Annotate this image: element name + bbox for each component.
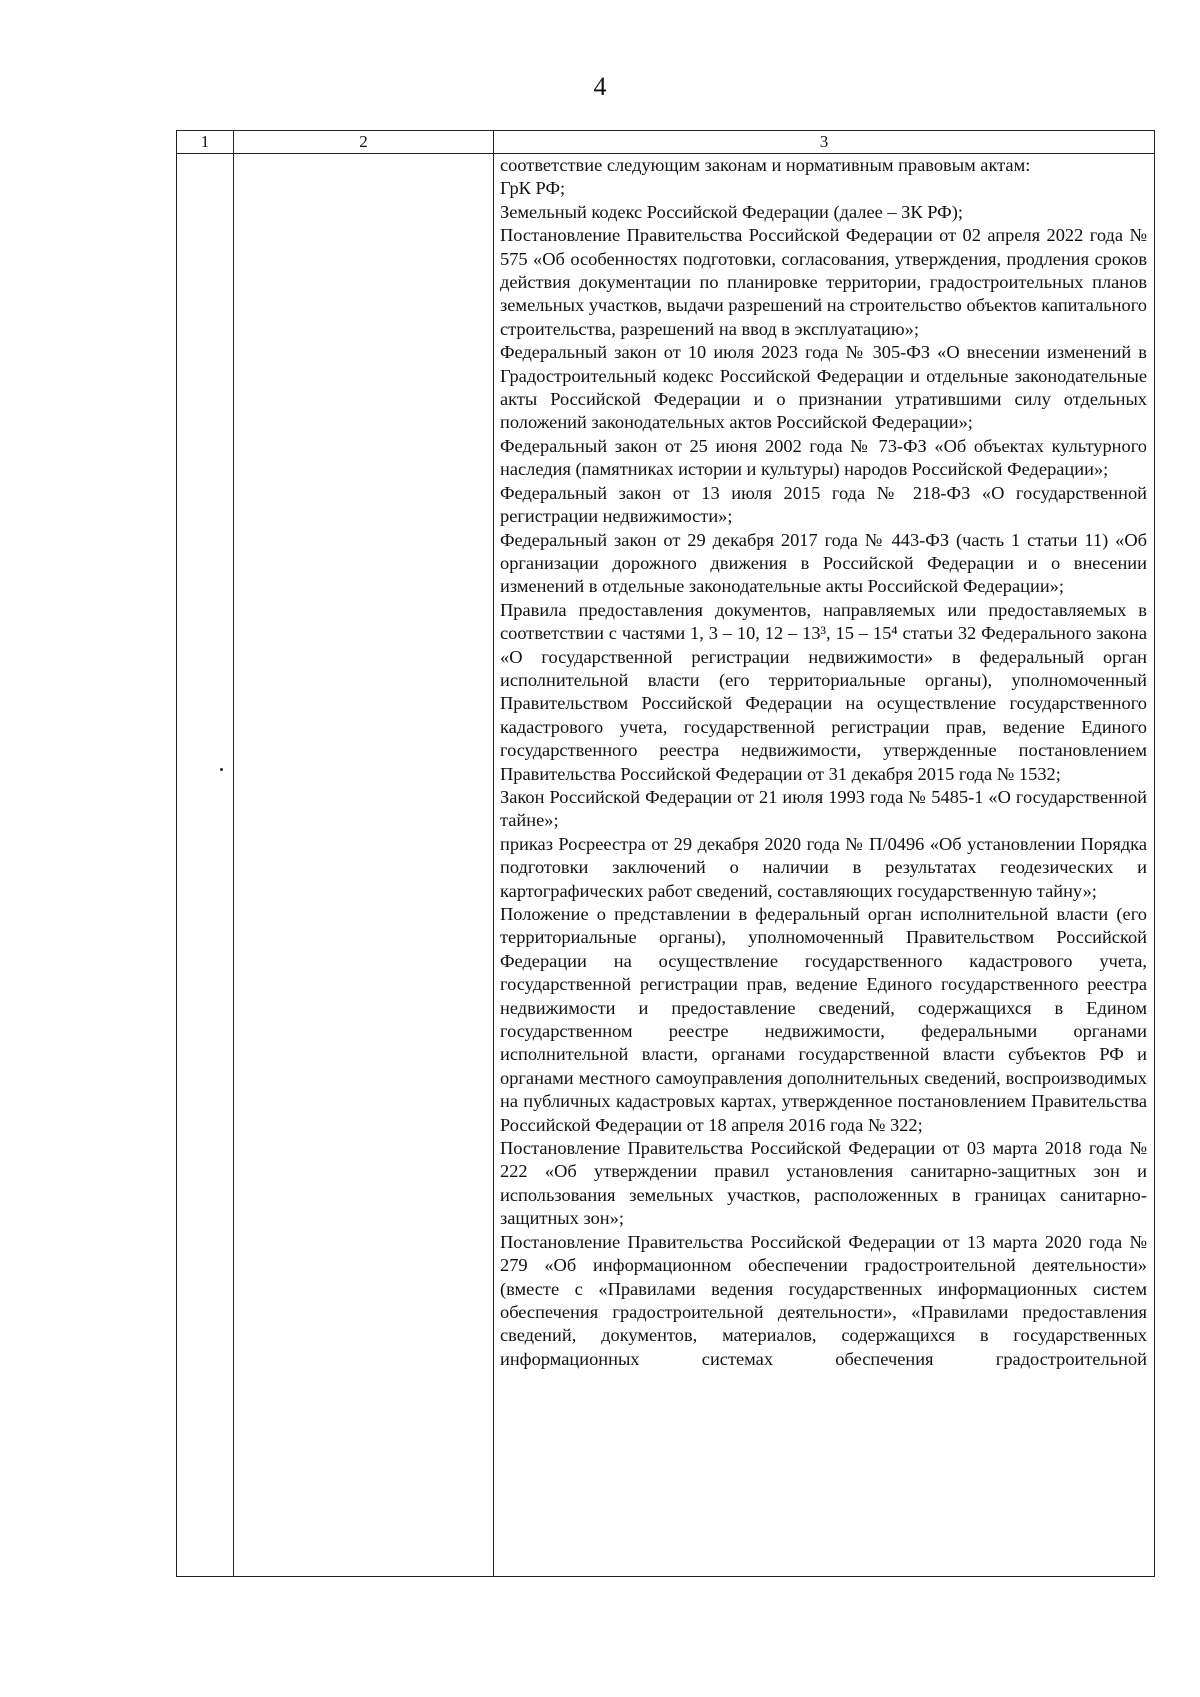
header-col-1: 1 [177,131,234,154]
document-table [176,130,1155,1577]
legal-act-paragraph: соответствие следующим законам и нормативным правовым актам: [500,155,1031,175]
cell-col-3 [494,154,1155,1577]
legal-act-paragraph: ГрК РФ; [500,178,566,199]
legal-act-paragraph: Федеральный закон от 29 декабря 2017 года № 443-ФЗ (часть 1 статьи 11) «Об организации дорожного движения в Российской Федерации и о внесении изменений в отдельные законодательные акты Российской Федерации»; [500,529,1147,597]
cell-col-1 [177,154,234,1577]
table-header-row [177,131,1155,154]
header-col-2: 2 [234,131,494,154]
legal-act-paragraph: Федеральный закон от 13 июля 2015 года № 218-ФЗ «О государственной регистрации недвижимости»; [500,482,1147,527]
header-col-3: 3 [494,131,1155,154]
legal-act-paragraph: Федеральный закон от 10 июля 2023 года № 305-ФЗ «О внесении изменений в Градостроительный кодекс Российской Федерации и отдельные законодательные акты Российской Федерации и о признании утратившими силу отдельных положений законодательных актов Российской Федерации»; [500,342,1147,433]
cell-col-2 [234,154,494,1577]
legal-act-paragraph: Постановление Правительства Российской Федерации от 03 марта 2018 года № 222 «Об утверждении правил установления санитарно-защитных зон и использования земельных участков, расположенных в границах санитарно-защитных зон»; [500,1138,1147,1229]
table-row [177,154,1155,1577]
legal-act-paragraph: Закон Российской Федерации от 21 июля 1993 года № 5485-1 «О государственной тайне»; [500,786,1147,831]
legal-act-paragraph: Федеральный закон от 25 июня 2002 года № 73-ФЗ «Об объектах культурного наследия (памятниках истории и культуры) народов Российской Федерации»; [500,435,1147,480]
legal-act-paragraph: Постановление Правительства Российской Федерации от 02 апреля 2022 года № 575 «Об особенностях подготовки, согласования, утверждения, продления сроков действия документации по планировке территории, градостроительных планов земельных участков, выдачи разрешений на строительство объектов капитального строительства, разрешений на ввод в эксплуатацию»; [500,225,1147,339]
legal-act-paragraph: Положение о представлении в федеральный орган исполнительной власти (его территориальные органы), уполномоченный Правительством Российской Федерации на осуществление государственного кадастрового учета, государственной регистрации прав, ведение Единого государственного реестра недвижимости и предоставление сведений, содержащихся в Едином государственном реестре недвижимости, федеральными органами исполнительной власти, органами государственной власти субъектов РФ и органами местного самоуправления дополнительных сведений, воспроизводимых на публичных кадастровых картах, утвержденное постановлением Правительства Российской Федерации от 18 апреля 2016 года № 322; [500,904,1147,1135]
legal-act-paragraph: Правила предоставления документов, направляемых или предоставляемых в соответствии с частями 1, 3 – 10, 12 – 13³, 15 – 15⁴ статьи 32 Федерального закона «О государственной регистрации недвижимости» в федеральный орган исполнительной власти (его территориальные органы), уполномоченный Правительством Российской Федерации на осуществление государственного кадастрового учета, государственной регистрации прав, ведение Единого государственного реестра недвижимости, утвержденные постановлением Правительства Российской Федерации от 31 декабря 2015 года № 1532; [500,599,1147,784]
legal-act-paragraph: Земельный кодекс Российской Федерации (далее – ЗК РФ); [500,201,963,222]
legal-act-paragraph: приказ Росреестра от 29 декабря 2020 года № П/0496 «Об установлении Порядка подготовки заключений о наличии в результатах геодезических и картографических работ сведений, составляющих государственную тайну»; [500,833,1147,901]
page-number: 4 [593,72,607,101]
legal-act-paragraph: Постановление Правительства Российской Федерации от 13 марта 2020 года № 279 «Об информационном обеспечении градостроительной деятельности» (вместе с «Правилами ведения государственных информационных систем обеспечения градостроительной деятельности», «Правилами предоставления сведений, документов, материалов, содержащихся в государственных информационных системах обеспечения градостроительной [500,1231,1147,1369]
scan-speck [220,768,223,771]
